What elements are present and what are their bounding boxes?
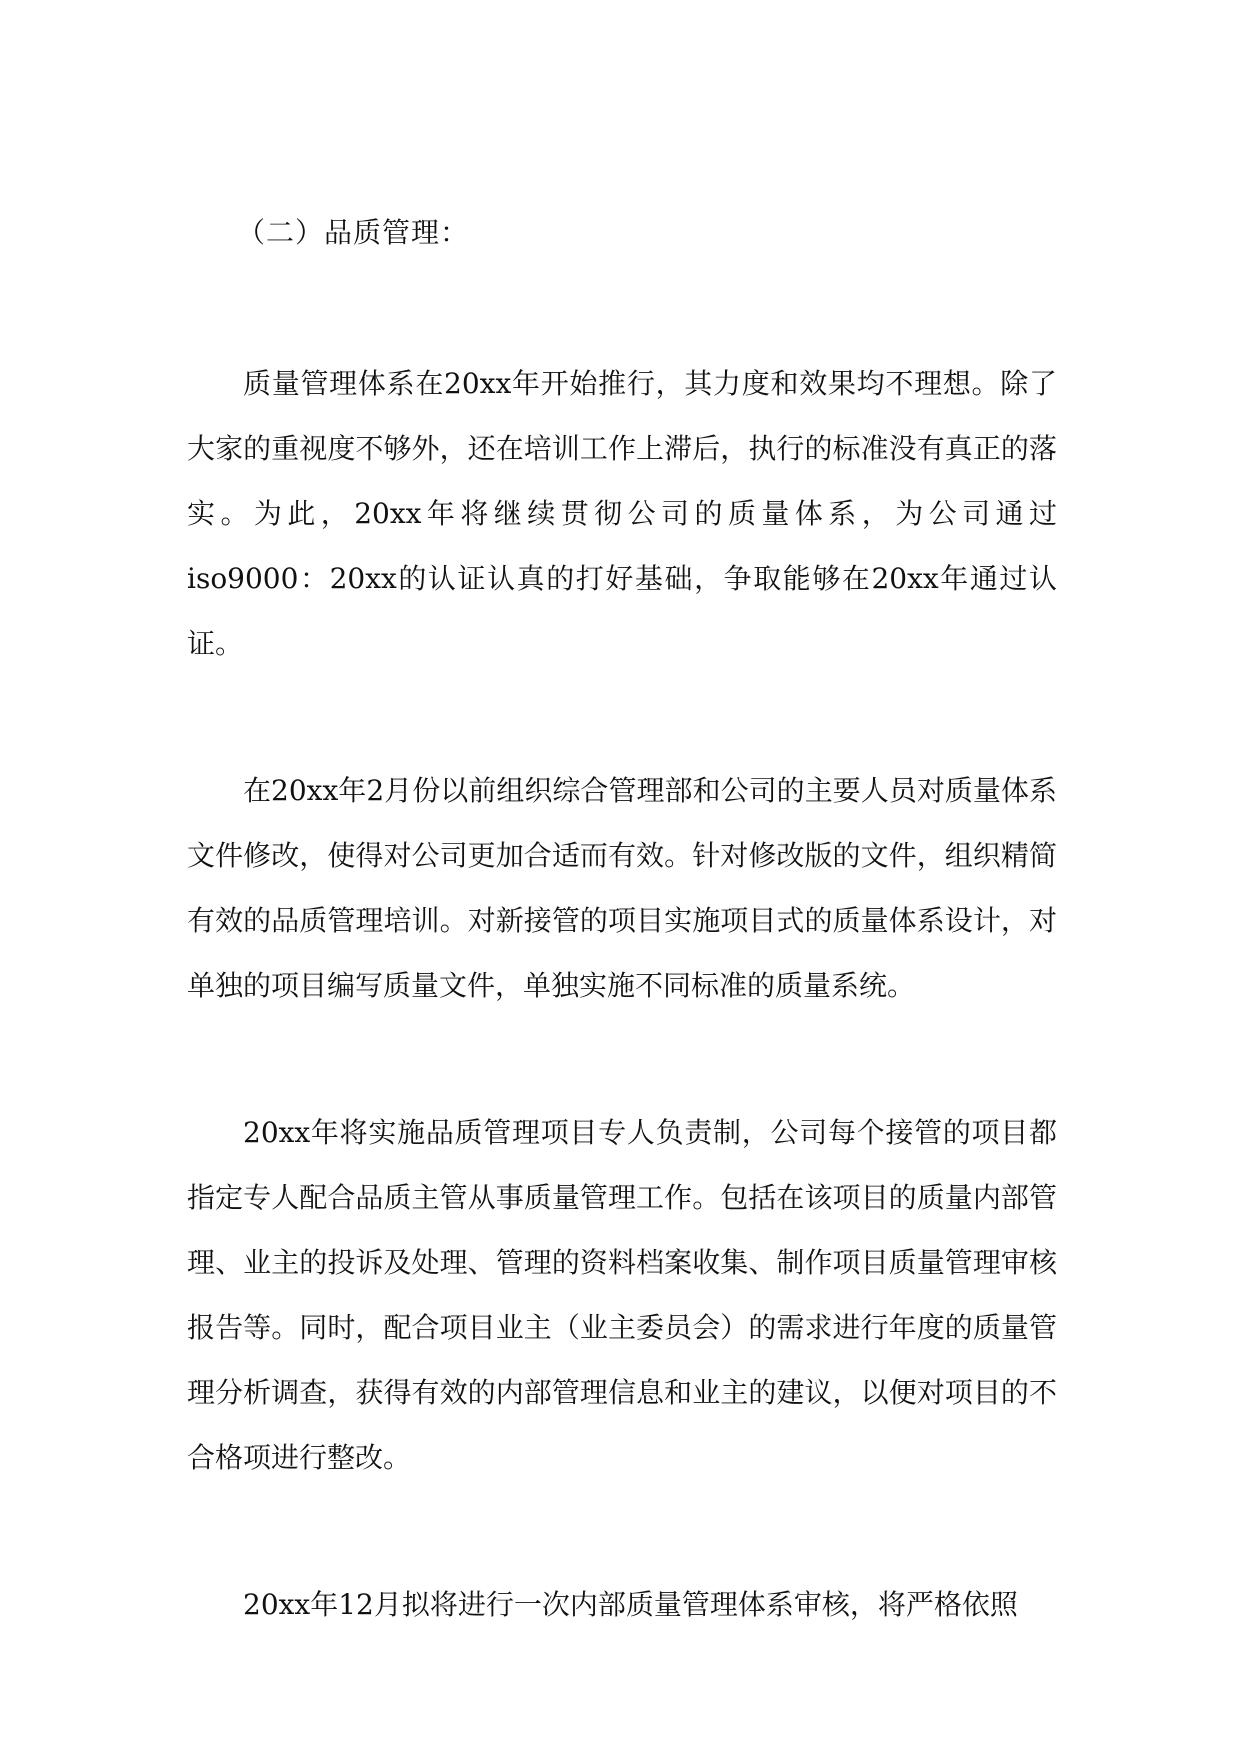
paragraph-project-responsibility: 20xx年将实施品质管理项目专人负责制，公司每个接管的项目都指定专人配合品质主管从事质量管理工作。包括在该项目的质量内部管理、业主的投诉及处理、管理的资料档案收集、制作项目质量管理审核报告等。同时，配合项目业主（业主委员会）的需求进行年度的质量管理分析调查，获得有效的内部管理信息和业主的建议，以便对项目的不合格项进行整改。: [187, 1116, 1057, 1474]
paragraph-document-revision: 在20xx年2月份以前组织综合管理部和公司的主要人员对质量体系文件修改，使得对公司更加合适而有效。针对修改版的文件，组织精简有效的品质管理培训。对新接管的项目实施项目式的质量体系设计，对单独的项目编写质量文件，单独实施不同标准的质量系统。: [187, 774, 1057, 1002]
section-heading: （二）品质管理：: [237, 216, 470, 249]
paragraph-quality-system: 质量管理体系在20xx年开始推行，其力度和效果均不理想。除了大家的重视度不够外，还在培训工作上滞后，执行的标准没有真正的落实。为此，20xx年将继续贯彻公司的质量体系，为公司通过iso9000：20xx的认证认真的打好基础，争取能够在20xx年通过认证。: [187, 367, 1057, 660]
paragraph-internal-audit: 20xx年12月拟将进行一次内部质量管理体系审核，将严格依照: [243, 1588, 1018, 1621]
document-body: [187, 200, 1057, 1637]
